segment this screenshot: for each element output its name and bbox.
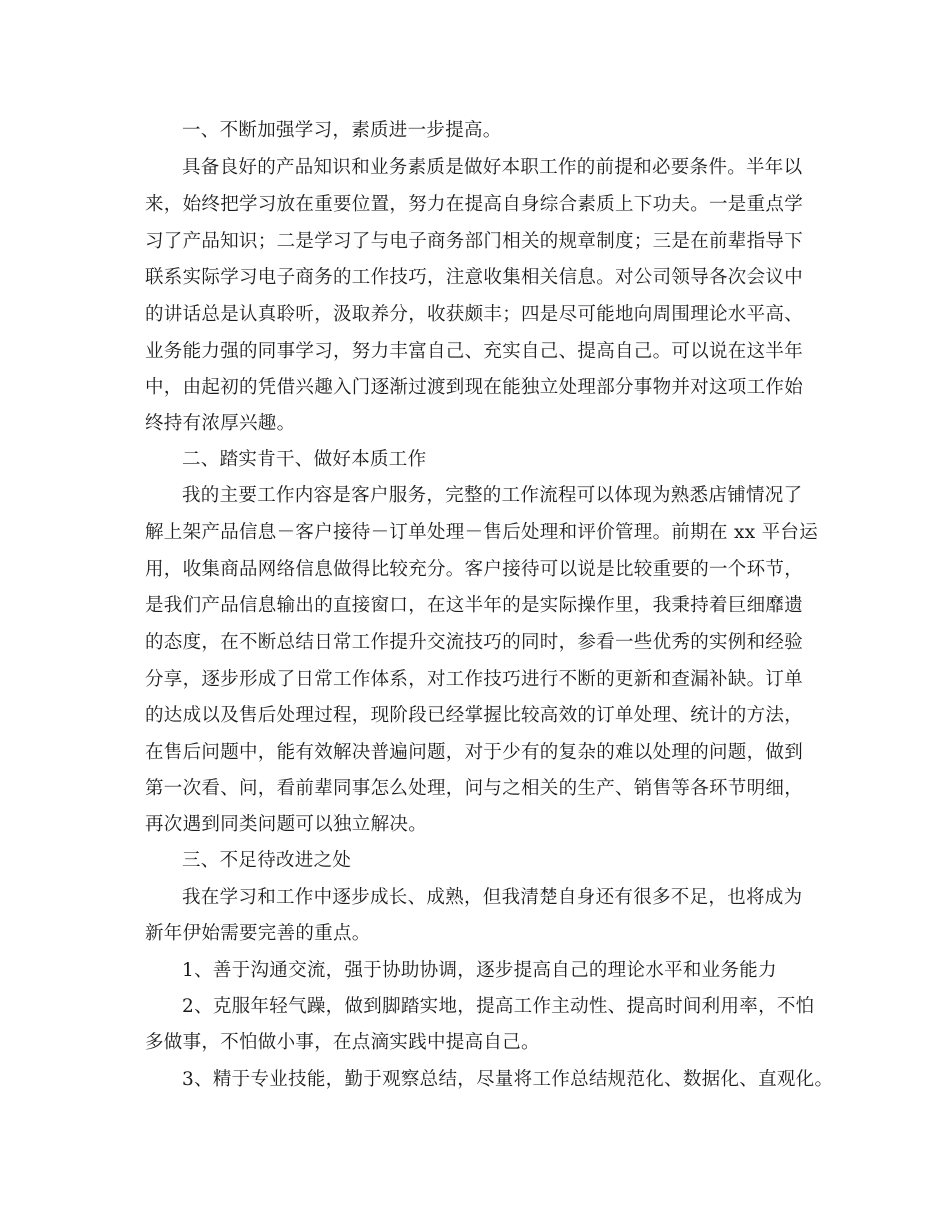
paragraph-line: 分享，逐步形成了日常工作体系，对工作技巧进行不断的更新和查漏补缺。订单 xyxy=(145,669,804,690)
paragraph-line: 我在学习和工作中逐步成长、成熟，但我清楚自身还有很多不足，也将成为 xyxy=(182,887,803,908)
heading-section-3: 三、不足待改进之处 xyxy=(182,850,352,871)
paragraph-line: 习了产品知识；二是学习了与电子商务部门相关的规章制度；三是在前辈指导下 xyxy=(145,231,804,252)
paragraph-line: 多做事，不怕做小事，在点滴实践中提高自己。 xyxy=(145,1032,540,1053)
paragraph-line: 的讲话总是认真聆听，汲取养分，收获颇丰；四是尽可能地向周围理论水平高、 xyxy=(145,304,804,325)
paragraph-line: 用，收集商品网络信息做得比较充分。客户接待可以说是比较重要的一个环节， xyxy=(145,559,804,580)
paragraph-line: 第一次看、问，看前辈同事怎么处理，问与之相关的生产、销售等各环节明细， xyxy=(145,778,804,799)
paragraph-line: 新年伊始需要完善的重点。 xyxy=(145,923,371,944)
paragraph-line: 业务能力强的同事学习，努力丰富自己、充实自己、提高自己。可以说在这半年 xyxy=(145,341,804,362)
paragraph-line: 再次遇到同类问题可以独立解决。 xyxy=(145,814,428,835)
paragraph-line: 来，始终把学习放在重要位置，努力在提高自身综合素质上下功夫。一是重点学 xyxy=(145,194,804,215)
paragraph-line: 是我们产品信息输出的直接窗口，在这半年的是实际操作里，我秉持着巨细靡遗 xyxy=(145,595,804,616)
list-item-3: 3、精于专业技能，勤于观察总结，尽量将工作总结规范化、数据化、直观化。 xyxy=(182,1069,834,1090)
paragraph-line: 解上架产品信息－客户接待－订单处理－售后处理和评价管理。前期在 xx 平台运 xyxy=(145,522,819,543)
paragraph-line: 的态度，在不断总结日常工作提升交流技巧的同时，参看一些优秀的实例和经验 xyxy=(145,632,804,653)
list-item-2: 2、克服年轻气躁，做到脚踏实地，提高工作主动性、提高时间利用率，不怕 xyxy=(182,996,815,1017)
paragraph-line: 终持有浓厚兴趣。 xyxy=(145,413,296,434)
paragraph-line: 在售后问题中，能有效解决普遍问题，对于少有的复杂的难以处理的问题，做到 xyxy=(145,742,804,763)
heading-section-2: 二、踏实肯干、做好本质工作 xyxy=(182,449,427,470)
paragraph-line: 中，由起初的凭借兴趣入门逐渐过渡到现在能独立处理部分事物并对这项工作始 xyxy=(145,377,804,398)
heading-section-1: 一、不断加强学习，素质进一步提高。 xyxy=(182,120,502,141)
paragraph-line: 联系实际学习电子商务的工作技巧，注意收集相关信息。对公司领导各次会议中 xyxy=(145,267,804,288)
list-item-1: 1、善于沟通交流，强于协助协调，逐步提高自己的理论水平和业务能力 xyxy=(182,960,777,981)
paragraph-line: 的达成以及售后处理过程，现阶段已经掌握比较高效的订单处理、统计的方法， xyxy=(145,705,804,726)
paragraph-line: 具备良好的产品知识和业务素质是做好本职工作的前提和必要条件。半年以 xyxy=(182,157,803,178)
paragraph-line: 我的主要工作内容是客户服务，完整的工作流程可以体现为熟悉店铺情况了 xyxy=(182,485,803,506)
